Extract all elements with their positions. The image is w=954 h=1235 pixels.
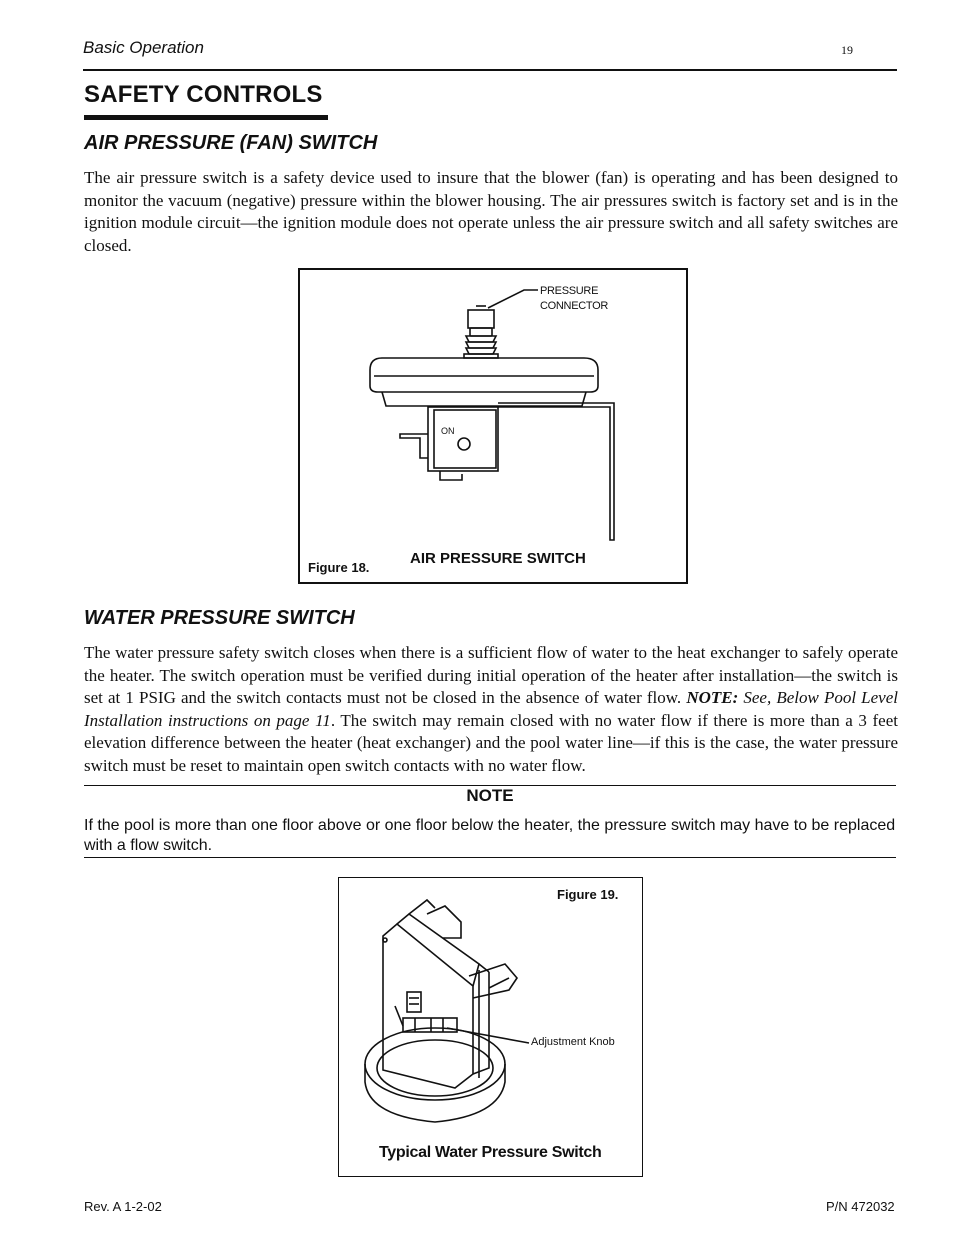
note-bottom-rule [84,857,896,858]
pressure-connector-callout [540,284,608,314]
page-number: 19 [841,43,853,57]
air-pressure-switch-illustration [300,270,686,582]
figure-18-caption: AIR PRESSURE SWITCH [410,550,586,567]
air-switch-paragraph: The air pressure switch is a safety device used to insure that the blower (fan) is operating and has been designed to monitor the vacuum (negative) pressure within the blower housing. The air pressures switch is factory set and is in the ignition module circuit—the ignition module does not operate unless the air pressure switch and all safety switches are closed. [84,168,898,255]
title-underline [84,115,328,120]
water-pressure-switch-illustration [339,878,641,1175]
page-title: SAFETY CONTROLS [84,81,323,108]
figure-19-caption: Typical Water Pressure Switch [379,1144,602,1161]
running-header: Basic Operation [83,38,204,57]
air-switch-heading: AIR PRESSURE (FAN) SWITCH [84,132,378,154]
figure-19 [338,877,643,1177]
revision-footer: Rev. A 1-2-02 [84,1199,162,1214]
part-number-footer: P/N 472032 [826,1199,895,1214]
figure-18 [298,268,688,584]
water-switch-text-2: . The switch may remain closed with no water flow if there is more than a 3 feet elevation difference between the heater (heat exchanger) and the pool water line—if this is the case, the water pressure switch must be reset to maintain open switch contacts with no water flow. [84,710,898,775]
callout-line-1: PRESSURE [540,285,599,297]
water-switch-paragraph [84,642,898,777]
note-inline-label: NOTE: [686,688,739,707]
figure-18-label: Figure 18. [308,560,370,575]
adjustment-knob-callout: Adjustment Knob [531,1036,615,1048]
water-switch-heading: WATER PRESSURE SWITCH [84,607,355,629]
header-rule [83,69,897,71]
figure-19-label: Figure 19. [557,887,619,902]
on-label: ON [441,426,455,436]
water-switch-text-1: The water pressure safety switch closes when there is a sufficient flow of water to the heat exchanger to safely operate the heater. The switch operation must be verified during initial operation of the heater after installation—the switch is set at 1 PSIG and the switch contacts must not be closed in the absence of water flow. [84,643,898,707]
note-text: If the pool is more than one floor above or one floor below the heater, the pressure switch may have to be replaced with a flow switch. [84,817,896,854]
note-title: NOTE [466,786,514,805]
note-inline-reference: See, Below Pool Level Installation instructions on page 11 [84,688,898,730]
callout-line-2: CONNECTOR [540,300,608,312]
